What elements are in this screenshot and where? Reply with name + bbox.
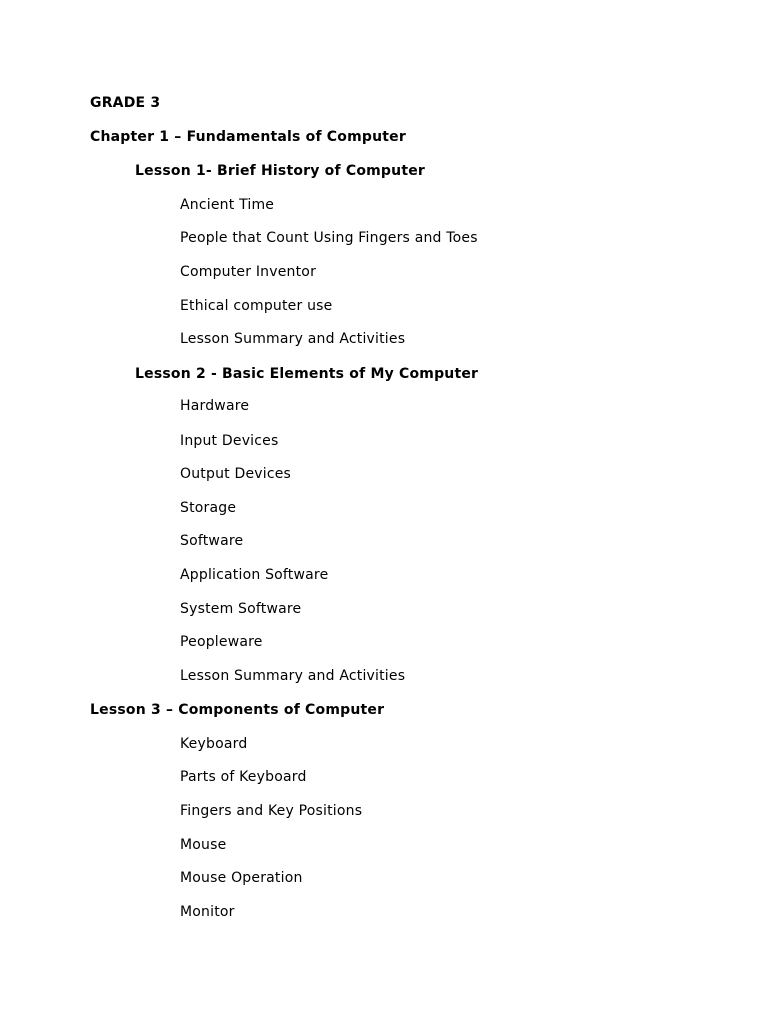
lesson-2-item: System Software (180, 601, 302, 617)
lesson-1-heading: Lesson 1- Brief History of Computer (135, 163, 426, 179)
lesson-2-item: Hardware (180, 398, 250, 414)
lesson-2-item: Lesson Summary and Activities (180, 668, 406, 684)
lesson-3-item: Parts of Keyboard (180, 769, 307, 785)
grade-heading: GRADE 3 (90, 95, 161, 111)
lesson-2-heading: Lesson 2 - Basic Elements of My Computer (135, 366, 479, 382)
lesson-1-item: People that Count Using Fingers and Toes (180, 230, 478, 246)
lesson-3-heading: Lesson 3 – Components of Computer (90, 702, 385, 718)
chapter-heading: Chapter 1 – Fundamentals of Computer (90, 129, 406, 145)
lesson-2-item: Software (180, 533, 244, 549)
lesson-3-item: Mouse (180, 837, 227, 853)
lesson-3-item: Keyboard (180, 736, 248, 752)
lesson-2-item: Input Devices (180, 433, 279, 449)
lesson-1-item: Ethical computer use (180, 298, 333, 314)
lesson-1-item: Computer Inventor (180, 264, 317, 280)
lesson-1-item: Ancient Time (180, 197, 275, 213)
lesson-3-item: Fingers and Key Positions (180, 803, 363, 819)
lesson-2-item: Storage (180, 500, 237, 516)
lesson-3-item: Monitor (180, 904, 235, 920)
lesson-2-item: Peopleware (180, 634, 263, 650)
lesson-2-item: Output Devices (180, 466, 292, 482)
lesson-2-item: Application Software (180, 567, 329, 583)
lesson-1-item: Lesson Summary and Activities (180, 331, 406, 347)
lesson-3-item: Mouse Operation (180, 870, 303, 886)
